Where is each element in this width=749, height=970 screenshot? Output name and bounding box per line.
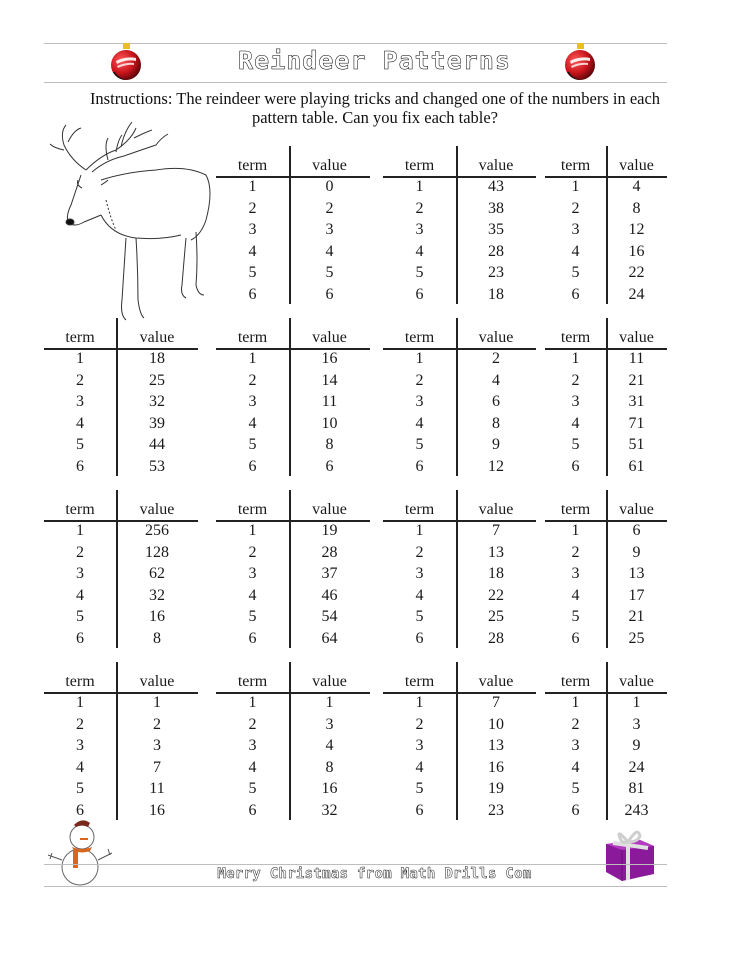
- value-cell: 54: [321, 608, 338, 626]
- value-column-header: value: [139, 329, 175, 346]
- term-cell: 4: [415, 758, 424, 776]
- term-cell: 4: [76, 586, 84, 604]
- term-cell: 4: [76, 414, 84, 432]
- value-cell: 25: [488, 608, 504, 626]
- term-cell: 1: [571, 350, 580, 367]
- term-cell: 5: [415, 780, 424, 798]
- term-cell: 3: [248, 221, 257, 239]
- value-cell: 62: [149, 565, 165, 583]
- term-cell: 6: [571, 458, 580, 475]
- instructions-line-2: pattern table. Can you fix each table?: [251, 108, 499, 127]
- term-column-header: term: [560, 673, 591, 690]
- value-cell: 10: [321, 414, 338, 432]
- value-column-header: value: [619, 501, 654, 518]
- value-cell: 16: [628, 242, 645, 260]
- term-cell: 5: [571, 608, 580, 626]
- term-column-header: term: [404, 329, 435, 346]
- term-cell: 1: [248, 694, 257, 711]
- value-cell: 6: [325, 286, 334, 303]
- value-cell: 13: [488, 737, 504, 755]
- term-cell: 3: [415, 737, 424, 755]
- reindeer-illustration: [46, 120, 216, 325]
- term-cell: 5: [571, 264, 580, 282]
- term-cell: 1: [415, 694, 424, 711]
- value-cell: 13: [488, 543, 504, 561]
- term-cell: 5: [248, 264, 257, 282]
- value-cell: 12: [488, 458, 504, 475]
- value-cell: 128: [145, 543, 169, 561]
- value-column-header: value: [478, 501, 514, 518]
- instructions-line-1: Instructions: The reindeer were playing tricks and changed one of the numbers in each: [89, 89, 661, 108]
- value-cell: 0: [325, 178, 334, 195]
- term-cell: 3: [248, 393, 257, 411]
- term-cell: 2: [415, 371, 424, 389]
- value-cell: 37: [321, 565, 338, 583]
- value-cell: 21: [628, 371, 645, 389]
- value-cell: 16: [488, 758, 504, 776]
- term-cell: 4: [76, 758, 84, 776]
- term-cell: 2: [415, 715, 424, 733]
- term-cell: 2: [571, 715, 580, 733]
- value-column-header: value: [139, 501, 175, 518]
- value-column-header: value: [619, 673, 654, 690]
- term-cell: 4: [248, 414, 257, 432]
- value-column-header: value: [139, 673, 175, 690]
- term-cell: 1: [415, 350, 424, 367]
- pattern-table: [383, 156, 536, 306]
- term-cell: 5: [248, 436, 257, 454]
- term-cell: 5: [76, 436, 84, 454]
- term-cell: 5: [415, 436, 424, 454]
- term-cell: 2: [415, 543, 424, 561]
- value-cell: 19: [488, 780, 504, 798]
- value-cell: 256: [145, 522, 169, 539]
- value-cell: 38: [488, 199, 504, 217]
- value-cell: 32: [149, 586, 165, 604]
- value-cell: 2: [492, 350, 500, 367]
- value-column-header: value: [478, 157, 514, 174]
- term-cell: 3: [76, 737, 84, 755]
- term-column-header: term: [237, 501, 268, 518]
- term-cell: 4: [248, 586, 257, 604]
- term-cell: 1: [248, 522, 257, 539]
- page-title: Reindeer Patterns: [238, 46, 511, 75]
- term-cell: 1: [248, 350, 257, 367]
- value-cell: 14: [321, 371, 338, 389]
- term-cell: 3: [76, 565, 84, 583]
- value-cell: 8: [632, 199, 641, 217]
- value-cell: 23: [488, 802, 504, 819]
- value-cell: 18: [488, 286, 504, 303]
- term-cell: 1: [415, 178, 424, 195]
- term-cell: 6: [76, 458, 84, 475]
- term-cell: 6: [76, 630, 84, 647]
- value-cell: 21: [628, 608, 645, 626]
- term-cell: 6: [415, 458, 424, 475]
- term-cell: 5: [76, 608, 84, 626]
- value-cell: 9: [632, 737, 641, 755]
- pattern-table: [216, 156, 370, 306]
- term-cell: 3: [248, 565, 257, 583]
- pattern-table: [545, 500, 667, 650]
- value-cell: 11: [321, 393, 338, 411]
- value-cell: 1: [325, 694, 334, 711]
- term-cell: 5: [415, 264, 424, 282]
- term-cell: 6: [415, 802, 424, 819]
- term-cell: 4: [571, 758, 580, 776]
- term-column-header: term: [65, 329, 95, 346]
- value-cell: 28: [488, 242, 504, 260]
- term-cell: 5: [248, 608, 257, 626]
- footer-top-rule: [44, 864, 667, 865]
- term-cell: 2: [248, 543, 257, 561]
- value-cell: 12: [628, 221, 645, 239]
- term-cell: 4: [571, 242, 580, 260]
- term-cell: 6: [571, 802, 580, 819]
- term-cell: 3: [571, 565, 580, 583]
- term-cell: 5: [415, 608, 424, 626]
- term-cell: 4: [415, 586, 424, 604]
- value-cell: 53: [149, 458, 165, 475]
- term-cell: 2: [248, 371, 257, 389]
- term-cell: 3: [415, 565, 424, 583]
- value-cell: 25: [149, 371, 165, 389]
- term-cell: 4: [571, 414, 580, 432]
- value-cell: 4: [632, 178, 641, 195]
- term-cell: 2: [571, 371, 580, 389]
- term-column-header: term: [560, 157, 591, 174]
- term-cell: 5: [248, 780, 257, 798]
- term-cell: 1: [571, 694, 580, 711]
- value-cell: 24: [628, 758, 645, 776]
- term-cell: 4: [248, 758, 257, 776]
- term-column-header: term: [237, 157, 268, 174]
- value-cell: 18: [149, 350, 165, 367]
- term-cell: 4: [415, 414, 424, 432]
- value-column-header: value: [478, 673, 514, 690]
- value-column-header: value: [478, 329, 514, 346]
- value-column-header: value: [312, 501, 347, 518]
- value-cell: 7: [153, 758, 161, 776]
- value-cell: 18: [488, 565, 504, 583]
- term-cell: 6: [415, 286, 424, 303]
- pattern-table: [216, 672, 370, 822]
- value-cell: 2: [153, 715, 161, 733]
- pattern-table: [44, 328, 198, 478]
- term-cell: 4: [415, 242, 424, 260]
- value-cell: 64: [321, 630, 338, 647]
- title-underline-rule: [44, 82, 667, 83]
- value-cell: 9: [632, 543, 641, 561]
- value-cell: 7: [492, 522, 500, 539]
- term-cell: 6: [571, 286, 580, 303]
- value-cell: 23: [488, 264, 504, 282]
- term-cell: 6: [571, 630, 580, 647]
- value-cell: 5: [325, 264, 334, 282]
- value-cell: 16: [149, 608, 165, 626]
- term-cell: 1: [248, 178, 257, 195]
- term-cell: 6: [248, 286, 257, 303]
- term-column-header: term: [560, 329, 591, 346]
- value-cell: 28: [488, 630, 504, 647]
- value-column-header: value: [312, 673, 347, 690]
- term-cell: 5: [571, 436, 580, 454]
- value-cell: 243: [624, 802, 649, 819]
- term-column-header: term: [404, 157, 435, 174]
- value-cell: 8: [153, 630, 161, 647]
- value-cell: 16: [321, 350, 338, 367]
- value-cell: 22: [488, 586, 504, 604]
- value-cell: 17: [628, 586, 645, 604]
- value-cell: 71: [628, 414, 645, 432]
- pattern-table: [545, 672, 667, 822]
- term-cell: 1: [76, 694, 84, 711]
- value-cell: 11: [149, 780, 165, 798]
- term-column-header: term: [237, 673, 268, 690]
- value-cell: 32: [149, 393, 165, 411]
- term-cell: 3: [415, 393, 424, 411]
- term-cell: 5: [76, 780, 84, 798]
- value-cell: 28: [321, 543, 338, 561]
- term-cell: 3: [248, 737, 257, 755]
- term-column-header: term: [237, 329, 268, 346]
- value-cell: 46: [321, 586, 338, 604]
- value-cell: 25: [628, 630, 645, 647]
- term-cell: 3: [415, 221, 424, 239]
- value-cell: 24: [628, 286, 645, 303]
- value-cell: 35: [488, 221, 504, 239]
- pattern-table: [545, 156, 667, 306]
- term-cell: 2: [248, 199, 257, 217]
- value-cell: 31: [628, 393, 645, 411]
- pattern-table: [383, 672, 536, 822]
- term-cell: 2: [415, 199, 424, 217]
- value-cell: 81: [628, 780, 645, 798]
- pattern-table: [216, 500, 370, 650]
- value-cell: 6: [325, 458, 334, 475]
- pattern-table: [44, 500, 198, 650]
- value-cell: 6: [632, 522, 641, 539]
- term-cell: 3: [571, 221, 580, 239]
- value-cell: 19: [321, 522, 338, 539]
- value-cell: 16: [321, 780, 338, 798]
- value-cell: 3: [632, 715, 641, 733]
- term-cell: 1: [76, 522, 84, 539]
- term-cell: 2: [76, 371, 84, 389]
- value-cell: 3: [153, 737, 161, 755]
- value-cell: 8: [325, 758, 334, 776]
- term-column-header: term: [65, 673, 95, 690]
- term-cell: 6: [415, 630, 424, 647]
- term-column-header: term: [404, 673, 435, 690]
- term-cell: 6: [248, 458, 257, 475]
- term-cell: 4: [248, 242, 257, 260]
- term-cell: 2: [571, 199, 580, 217]
- term-cell: 3: [571, 737, 580, 755]
- term-cell: 3: [571, 393, 580, 411]
- term-cell: 4: [571, 586, 580, 604]
- value-cell: 1: [632, 694, 641, 711]
- value-cell: 3: [325, 715, 334, 733]
- term-cell: 6: [248, 630, 257, 647]
- value-cell: 51: [628, 436, 645, 454]
- value-column-header: value: [312, 157, 347, 174]
- term-cell: 1: [76, 350, 84, 367]
- value-cell: 4: [325, 242, 334, 260]
- footer-bottom-rule: [44, 886, 667, 887]
- value-cell: 16: [149, 802, 165, 819]
- value-cell: 39: [149, 414, 165, 432]
- term-column-header: term: [65, 501, 95, 518]
- term-cell: 1: [571, 178, 580, 195]
- term-cell: 6: [76, 802, 84, 819]
- term-cell: 1: [571, 522, 580, 539]
- pattern-table: [383, 328, 536, 478]
- value-cell: 8: [325, 436, 334, 454]
- term-cell: 2: [76, 543, 84, 561]
- value-cell: 4: [492, 371, 500, 389]
- value-column-header: value: [312, 329, 347, 346]
- term-column-header: term: [560, 501, 591, 518]
- value-cell: 8: [492, 414, 500, 432]
- value-cell: 11: [628, 350, 645, 367]
- value-cell: 7: [492, 694, 500, 711]
- term-column-header: term: [404, 501, 435, 518]
- value-cell: 61: [628, 458, 645, 475]
- pattern-table: [44, 672, 198, 822]
- value-cell: 3: [325, 221, 334, 239]
- value-column-header: value: [619, 329, 654, 346]
- term-cell: 3: [76, 393, 84, 411]
- term-cell: 5: [571, 780, 580, 798]
- term-cell: 2: [248, 715, 257, 733]
- value-cell: 32: [321, 802, 338, 819]
- pattern-table: [216, 328, 370, 478]
- value-cell: 6: [492, 393, 500, 411]
- pattern-table: [383, 500, 536, 650]
- value-cell: 43: [488, 178, 504, 195]
- footer-text: Merry Christmas from Math Drills Com: [217, 866, 532, 882]
- value-cell: 1: [153, 694, 161, 711]
- value-cell: 22: [628, 264, 645, 282]
- term-cell: 2: [571, 543, 580, 561]
- value-cell: 10: [488, 715, 504, 733]
- value-cell: 44: [149, 436, 165, 454]
- value-cell: 13: [628, 565, 645, 583]
- value-cell: 9: [492, 436, 500, 454]
- value-cell: 4: [325, 737, 334, 755]
- value-cell: 2: [325, 199, 334, 217]
- term-cell: 6: [248, 802, 257, 819]
- value-column-header: value: [619, 157, 654, 174]
- term-cell: 1: [415, 522, 424, 539]
- term-cell: 2: [76, 715, 84, 733]
- pattern-table: [545, 328, 667, 478]
